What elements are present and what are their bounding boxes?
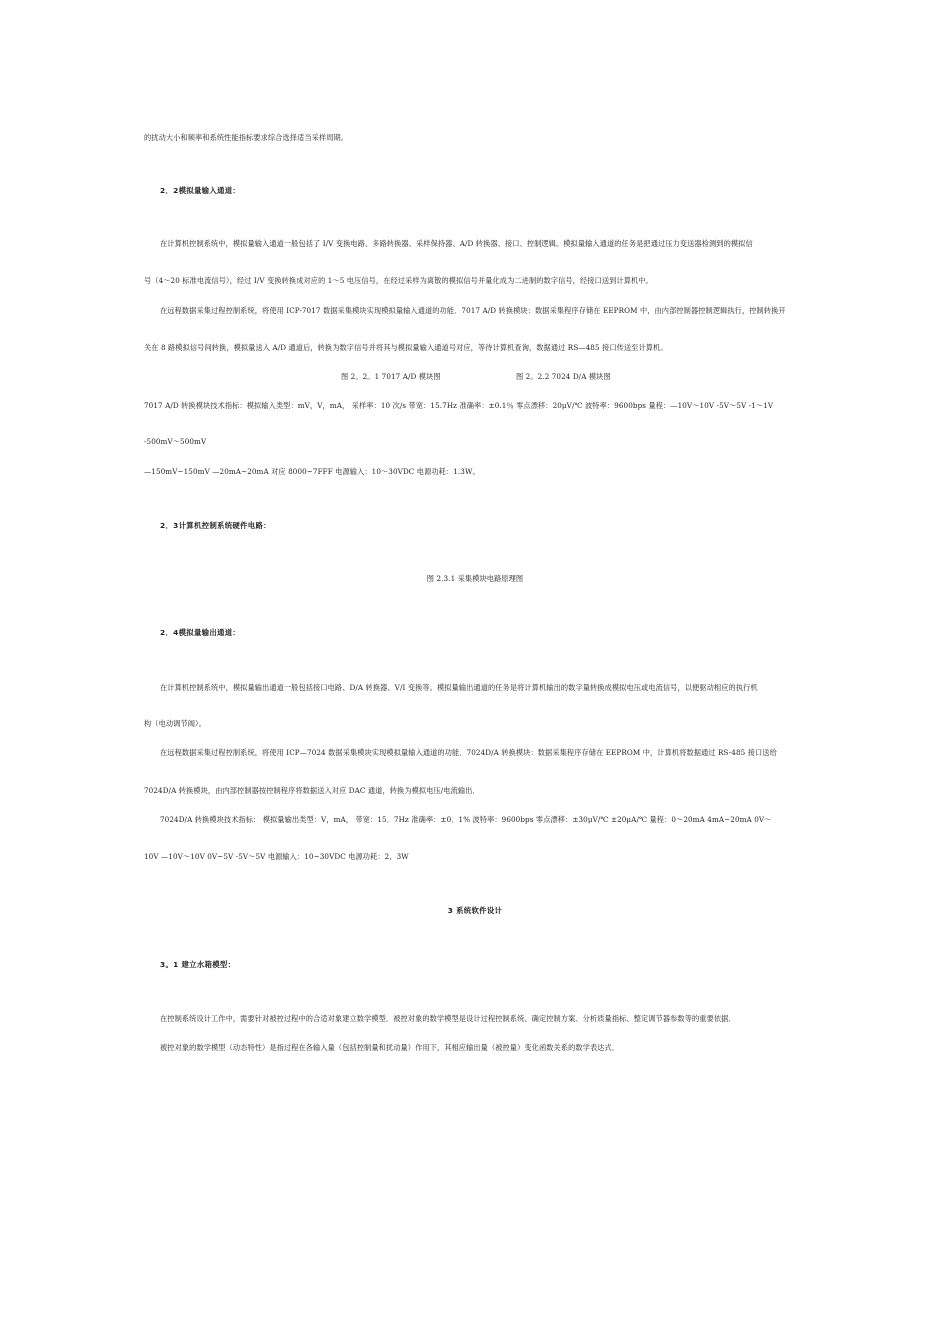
heading-2-3: 2．3计算机控制系统硬件电路： [160,521,271,530]
heading-3: 3 系统软件设计 [447,906,503,915]
figure-caption-2-3-1: 图 2.3.1 采集模块电路原理图 [426,574,524,583]
spec-7017-line1: 7017 A/D 转换模块技术指标：模拟输入类型：mV，V，mA， 采样率：10 次/s 带宽：15.7Hz 准确率：±0.1％ 零点漂移：20μV/℃ 波特率：9600bps 量程：—10V～10V -5V～5V -1～1V [144,401,774,410]
paragraph-2-4-a-line1: 在计算机控制系统中，模拟量输出通道一般包括接口电路、D/A 转换器、V/I 变换等。模拟量输出通道的任务是将计算机输出的数字量转换成模拟电压或电流信号，以便驱动相应的执行机 [160,683,758,692]
paragraph-2-4-b-line1: 在远程数据采集过程控制系统，将使用 ICP—7024 数据采集模块实现模拟量输入通道的功能．7024D/A 转换模块：数据采集程序存储在 EEPROM 中，计算机将数据通过 RS-485 接口送给 [160,748,777,757]
spec-7017-line3: —150mV~150mV —20mA~20mA 对应 8000~7FFF 电源输入：10～30VDC 电源功耗：1.3W。 [144,467,480,476]
spec-7024-line1: 7024D/A 转换模块技术指标： 模拟量输出类型：V，mA， 带宽：15．7Hz 准确率：±0．1% 波特率：9600bps 零点漂移：±30μV/℃ ±20μA/℃ 量程：0～20mA 4mA~20mA 0V～ [160,815,772,824]
paragraph-top: 的扰动大小和频率和系统性能指标要求综合选择适当采样周期。 [144,133,349,142]
paragraph-2-4-a-line2: 构（电动调节阀）。 [144,719,206,728]
paragraph-2-2-b-line1: 在远程数据采集过程控制系统，将使用 ICP-7017 数据采集模块实现模拟量输入通道的功能．7017 A/D 转换模块：数据采集程序存储在 EEPROM 中，由内部控制器控制逻辑执行，控制转换开 [160,306,786,315]
paragraph-2-2-a-line2: 号（4～20 标准电流信号），经过 I/V 变换转换成对应的 1～5 电压信号，在经过采样为离散的模拟信号并量化成为二进制的数字信号，经接口送到计算机中。 [144,276,653,285]
paragraph-3-1-b: 被控对象的数学模型（动态特性）是指过程在各输入量（包括控制量和扰动量）作用下，其相应输出量（被控量）变化函数关系的数学表达式． [160,1043,620,1052]
heading-2-2: 2．2模拟量输入通道： [160,186,241,195]
paragraph-2-2-b-line2: 关在 8 路模拟信号间转换，模拟量送入 A/D 通道后，转换为数字信号并将其与模拟量输入通道号对应，等待计算机查询，数据通过 RS—485 接口传送至计算机。 [144,343,668,352]
figure-caption-2-2-1: 图 2。2。1 7017 A/D 模块图 [341,372,441,381]
figure-caption-2-2-2: 图 2。2.2 7024 D/A 模块图 [516,372,611,381]
spec-7024-line2: 10V —10V～10V 0V~5V -5V～5V 电源输入：10~30VDC 电源功耗：2．3W [144,852,409,861]
paragraph-2-2-a-line1: 在计算机控制系统中，模拟量输入通道一般包括了 I/V 变换电路、多路转换器、采样保持器、A/D 转换器、接口、控制逻辑。模拟量输入通道的任务是把通过压力变送器检测到的模拟信 [160,239,753,248]
heading-3-1: 3。1 建立水箱模型： [160,960,236,969]
paragraph-3-1-a: 在控制系统设计工作中，需要针对被控过程中的合适对象建立数学模型．被控对象的数学模型是设计过程控制系统、确定控制方案、分析质量指标、整定调节器参数等的重要依据． [160,1014,736,1023]
heading-2-4: 2．4模拟量输出通道： [160,628,241,637]
spec-7017-line2: -500mV～500mV [144,437,207,446]
paragraph-2-4-b-line2: 7024D/A 转换模块，由内部控制器按控制程序将数据送入对应 DAC 通道，转换为模拟电压/电流输出． [144,786,480,795]
